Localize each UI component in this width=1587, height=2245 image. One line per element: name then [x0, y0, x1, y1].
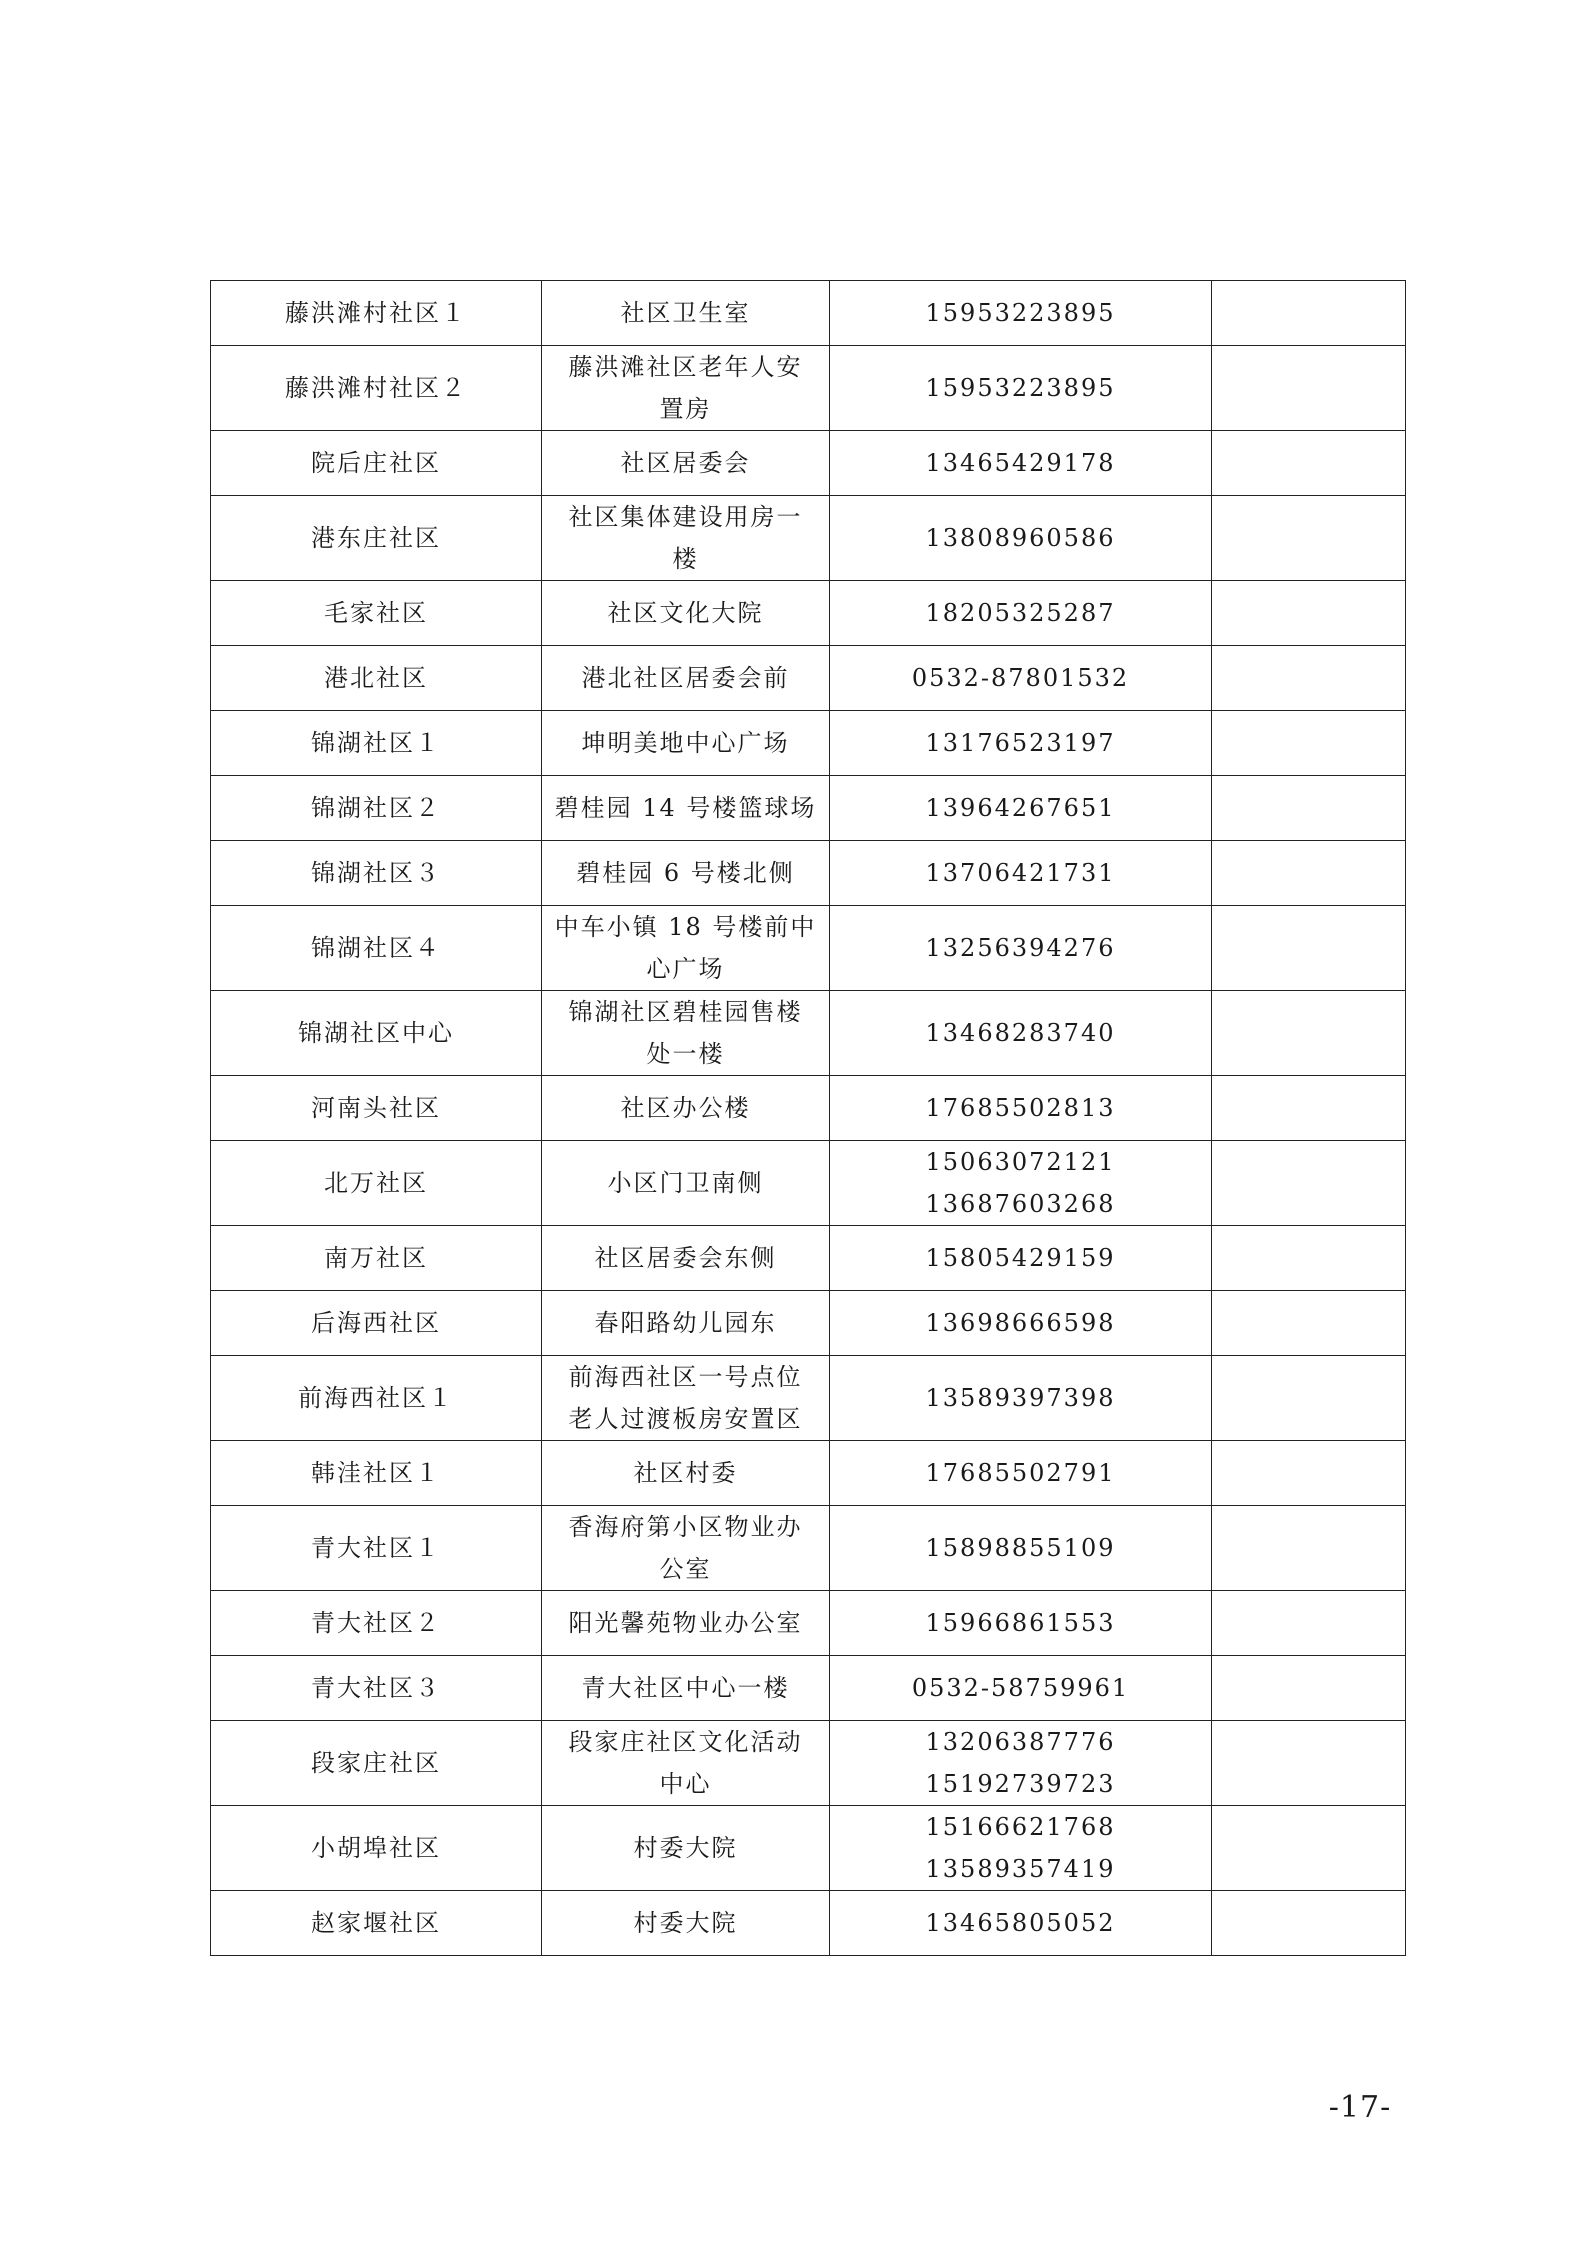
- table-row: [211, 281, 1406, 346]
- note-cell: [1212, 646, 1406, 711]
- location-line: 前海西社区一号点位: [568, 1363, 803, 1391]
- location-cell: [542, 1226, 830, 1291]
- table-row: [211, 1356, 1406, 1441]
- location-line: 村委大院: [633, 1834, 738, 1862]
- community-name-cell: [211, 1721, 542, 1806]
- phone-line: 18205325287: [925, 599, 1116, 627]
- community-name-line: 韩洼社区１: [311, 1459, 441, 1487]
- phone-line: 13589397398: [925, 1384, 1116, 1412]
- community-name-cell: [211, 1591, 542, 1656]
- note-cell: [1212, 346, 1406, 431]
- location-line: 社区办公楼: [620, 1094, 751, 1122]
- location-cell: [542, 496, 830, 581]
- location-cell: [542, 906, 830, 991]
- phone-line: 15898855109: [925, 1534, 1116, 1562]
- community-name-cell: [211, 1356, 542, 1441]
- community-name-cell: [211, 646, 542, 711]
- phone-line: 13206387776: [925, 1728, 1116, 1756]
- table-row: [211, 1656, 1406, 1721]
- phone-line: 17685502813: [925, 1094, 1116, 1122]
- table-row: [211, 906, 1406, 991]
- phone-cell: [830, 496, 1212, 581]
- location-line: 坤明美地中心广场: [581, 729, 790, 757]
- community-name-cell: [211, 711, 542, 776]
- community-name-line: 藤洪滩村社区１: [285, 299, 467, 327]
- phone-line: 13468283740: [925, 1019, 1116, 1047]
- location-line: 碧桂园 14 号楼篮球场: [554, 794, 817, 822]
- community-name-line: 段家庄社区: [311, 1749, 441, 1777]
- note-cell: [1212, 1506, 1406, 1591]
- location-cell: [542, 1591, 830, 1656]
- phone-line: 13808960586: [925, 524, 1116, 552]
- phone-line: 13964267651: [925, 794, 1116, 822]
- phone-cell: [830, 906, 1212, 991]
- community-name-line: 北万社区: [324, 1169, 428, 1197]
- location-line: 置房: [659, 395, 712, 423]
- note-cell: [1212, 431, 1406, 496]
- location-cell: [542, 1076, 830, 1141]
- location-line: 阳光馨苑物业办公室: [568, 1609, 803, 1637]
- location-cell: [542, 1656, 830, 1721]
- phone-line: 15166621768: [925, 1813, 1116, 1841]
- page-number: -17-: [1328, 2090, 1392, 2125]
- community-name-cell: [211, 841, 542, 906]
- community-name-cell: [211, 1076, 542, 1141]
- phone-cell: [830, 1441, 1212, 1506]
- community-name-line: 后海西社区: [311, 1309, 441, 1337]
- community-name-cell: [211, 1291, 542, 1356]
- community-name-line: 毛家社区: [324, 599, 428, 627]
- note-cell: [1212, 1076, 1406, 1141]
- phone-cell: [830, 1226, 1212, 1291]
- location-line: 中心: [659, 1770, 712, 1798]
- location-cell: [542, 581, 830, 646]
- location-cell: [542, 1291, 830, 1356]
- location-cell: [542, 1891, 830, 1956]
- phone-cell: [830, 1656, 1212, 1721]
- location-line: 香海府第小区物业办: [568, 1513, 803, 1541]
- note-cell: [1212, 1291, 1406, 1356]
- location-cell: [542, 841, 830, 906]
- note-cell: [1212, 841, 1406, 906]
- location-line: 社区村委: [633, 1459, 738, 1487]
- table-row: [211, 1506, 1406, 1591]
- location-line: 老人过渡板房安置区: [568, 1405, 803, 1433]
- location-line: 社区文化大院: [607, 599, 764, 627]
- community-name-cell: [211, 1226, 542, 1291]
- note-cell: [1212, 1721, 1406, 1806]
- table-row: [211, 581, 1406, 646]
- location-line: 锦湖社区碧桂园售楼: [568, 998, 803, 1026]
- location-line: 青大社区中心一楼: [581, 1674, 790, 1702]
- phone-cell: [830, 841, 1212, 906]
- community-name-cell: [211, 1441, 542, 1506]
- community-name-cell: [211, 431, 542, 496]
- community-name-line: 锦湖社区４: [311, 934, 441, 962]
- location-cell: [542, 1356, 830, 1441]
- location-cell: [542, 1721, 830, 1806]
- note-cell: [1212, 1806, 1406, 1891]
- phone-line: 0532-87801532: [911, 664, 1130, 692]
- note-cell: [1212, 1356, 1406, 1441]
- phone-cell: [830, 1076, 1212, 1141]
- location-cell: [542, 1506, 830, 1591]
- phone-line: 13698666598: [925, 1309, 1116, 1337]
- phone-line: 15063072121: [925, 1148, 1116, 1176]
- community-name-line: 锦湖社区中心: [298, 1019, 454, 1047]
- table-row: [211, 841, 1406, 906]
- community-name-line: 南万社区: [324, 1244, 428, 1272]
- phone-cell: [830, 991, 1212, 1076]
- location-line: 中车小镇 18 号楼前中: [554, 913, 817, 941]
- location-cell: [542, 431, 830, 496]
- phone-line: 13256394276: [925, 934, 1116, 962]
- community-name-line: 锦湖社区３: [311, 859, 441, 887]
- location-cell: [542, 646, 830, 711]
- community-name-line: 小胡埠社区: [311, 1834, 441, 1862]
- phone-line: 17685502791: [925, 1459, 1116, 1487]
- note-cell: [1212, 496, 1406, 581]
- location-cell: [542, 991, 830, 1076]
- community-name-cell: [211, 1806, 542, 1891]
- location-line: 心广场: [646, 955, 725, 983]
- community-name-cell: [211, 346, 542, 431]
- community-name-line: 锦湖社区１: [311, 729, 441, 757]
- phone-line: 13706421731: [925, 859, 1116, 887]
- phone-cell: [830, 776, 1212, 841]
- phone-line: 15805429159: [925, 1244, 1116, 1272]
- community-name-line: 前海西社区１: [298, 1384, 454, 1412]
- note-cell: [1212, 1591, 1406, 1656]
- phone-line: 13589357419: [925, 1855, 1116, 1883]
- community-name-cell: [211, 776, 542, 841]
- note-cell: [1212, 991, 1406, 1076]
- community-name-cell: [211, 906, 542, 991]
- note-cell: [1212, 581, 1406, 646]
- phone-line: 13176523197: [925, 729, 1116, 757]
- community-name-cell: [211, 1506, 542, 1591]
- phone-cell: [830, 1806, 1212, 1891]
- note-cell: [1212, 711, 1406, 776]
- community-name-line: 院后庄社区: [311, 449, 441, 477]
- location-line: 处一楼: [646, 1040, 725, 1068]
- community-name-line: 港东庄社区: [311, 524, 441, 552]
- table-row: [211, 1226, 1406, 1291]
- location-cell: [542, 281, 830, 346]
- table-row: [211, 776, 1406, 841]
- community-name-line: 青大社区１: [311, 1534, 441, 1562]
- table-row: [211, 711, 1406, 776]
- note-cell: [1212, 281, 1406, 346]
- phone-line: 15192739723: [925, 1770, 1116, 1798]
- table-row: [211, 1291, 1406, 1356]
- phone-cell: [830, 431, 1212, 496]
- table-row: [211, 1891, 1406, 1956]
- phone-cell: [830, 1891, 1212, 1956]
- table-row: [211, 496, 1406, 581]
- note-cell: [1212, 1891, 1406, 1956]
- phone-cell: [830, 1291, 1212, 1356]
- phone-cell: [830, 646, 1212, 711]
- phone-cell: [830, 1721, 1212, 1806]
- phone-cell: [830, 346, 1212, 431]
- location-line: 社区居委会东侧: [594, 1244, 777, 1272]
- location-cell: [542, 1141, 830, 1226]
- note-cell: [1212, 776, 1406, 841]
- community-name-line: 青大社区３: [311, 1674, 441, 1702]
- community-name-cell: [211, 281, 542, 346]
- table-row: [211, 1806, 1406, 1891]
- location-cell: [542, 346, 830, 431]
- location-line: 社区居委会: [620, 449, 751, 477]
- phone-line: 0532-58759961: [911, 1674, 1130, 1702]
- community-name-cell: [211, 991, 542, 1076]
- phone-line: 13465805052: [925, 1909, 1116, 1937]
- location-line: 段家庄社区文化活动: [568, 1728, 803, 1756]
- community-name-line: 青大社区２: [311, 1609, 441, 1637]
- location-line: 公室: [659, 1555, 712, 1583]
- phone-line: 13465429178: [925, 449, 1116, 477]
- phone-cell: [830, 581, 1212, 646]
- table-row: [211, 1721, 1406, 1806]
- location-cell: [542, 711, 830, 776]
- phone-cell: [830, 711, 1212, 776]
- location-cell: [542, 776, 830, 841]
- note-cell: [1212, 1656, 1406, 1721]
- community-name-cell: [211, 581, 542, 646]
- community-name-cell: [211, 496, 542, 581]
- note-cell: [1212, 906, 1406, 991]
- note-cell: [1212, 1441, 1406, 1506]
- table-row: [211, 1141, 1406, 1226]
- phone-line: 15966861553: [925, 1609, 1116, 1637]
- phone-line: 13687603268: [925, 1190, 1116, 1218]
- table-row: [211, 991, 1406, 1076]
- phone-cell: [830, 1591, 1212, 1656]
- community-name-cell: [211, 1656, 542, 1721]
- community-name-line: 河南头社区: [311, 1094, 441, 1122]
- table-row: [211, 431, 1406, 496]
- location-line: 楼: [672, 545, 699, 573]
- location-line: 社区集体建设用房一: [568, 503, 803, 531]
- note-cell: [1212, 1226, 1406, 1291]
- location-line: 社区卫生室: [620, 299, 751, 327]
- table-row: [211, 346, 1406, 431]
- phone-cell: [830, 1506, 1212, 1591]
- note-cell: [1212, 1141, 1406, 1226]
- location-line: 春阳路幼儿园东: [594, 1309, 777, 1337]
- location-cell: [542, 1806, 830, 1891]
- location-line: 碧桂园 6 号楼北侧: [576, 859, 795, 887]
- table-row: [211, 646, 1406, 711]
- community-name-cell: [211, 1141, 542, 1226]
- phone-cell: [830, 1141, 1212, 1226]
- community-name-cell: [211, 1891, 542, 1956]
- phone-cell: [830, 1356, 1212, 1441]
- location-line: 村委大院: [633, 1909, 738, 1937]
- location-line: 藤洪滩社区老年人安: [568, 353, 803, 381]
- location-line: 港北社区居委会前: [581, 664, 790, 692]
- community-table: [210, 280, 1406, 1956]
- community-name-line: 藤洪滩村社区２: [285, 374, 467, 402]
- location-cell: [542, 1441, 830, 1506]
- community-name-line: 赵家堰社区: [311, 1909, 441, 1937]
- community-name-line: 锦湖社区２: [311, 794, 441, 822]
- table-row: [211, 1591, 1406, 1656]
- table-row: [211, 1076, 1406, 1141]
- phone-line: 15953223895: [925, 299, 1116, 327]
- table-row: [211, 1441, 1406, 1506]
- phone-line: 15953223895: [925, 374, 1116, 402]
- phone-cell: [830, 281, 1212, 346]
- community-name-line: 港北社区: [324, 664, 428, 692]
- location-line: 小区门卫南侧: [607, 1169, 764, 1197]
